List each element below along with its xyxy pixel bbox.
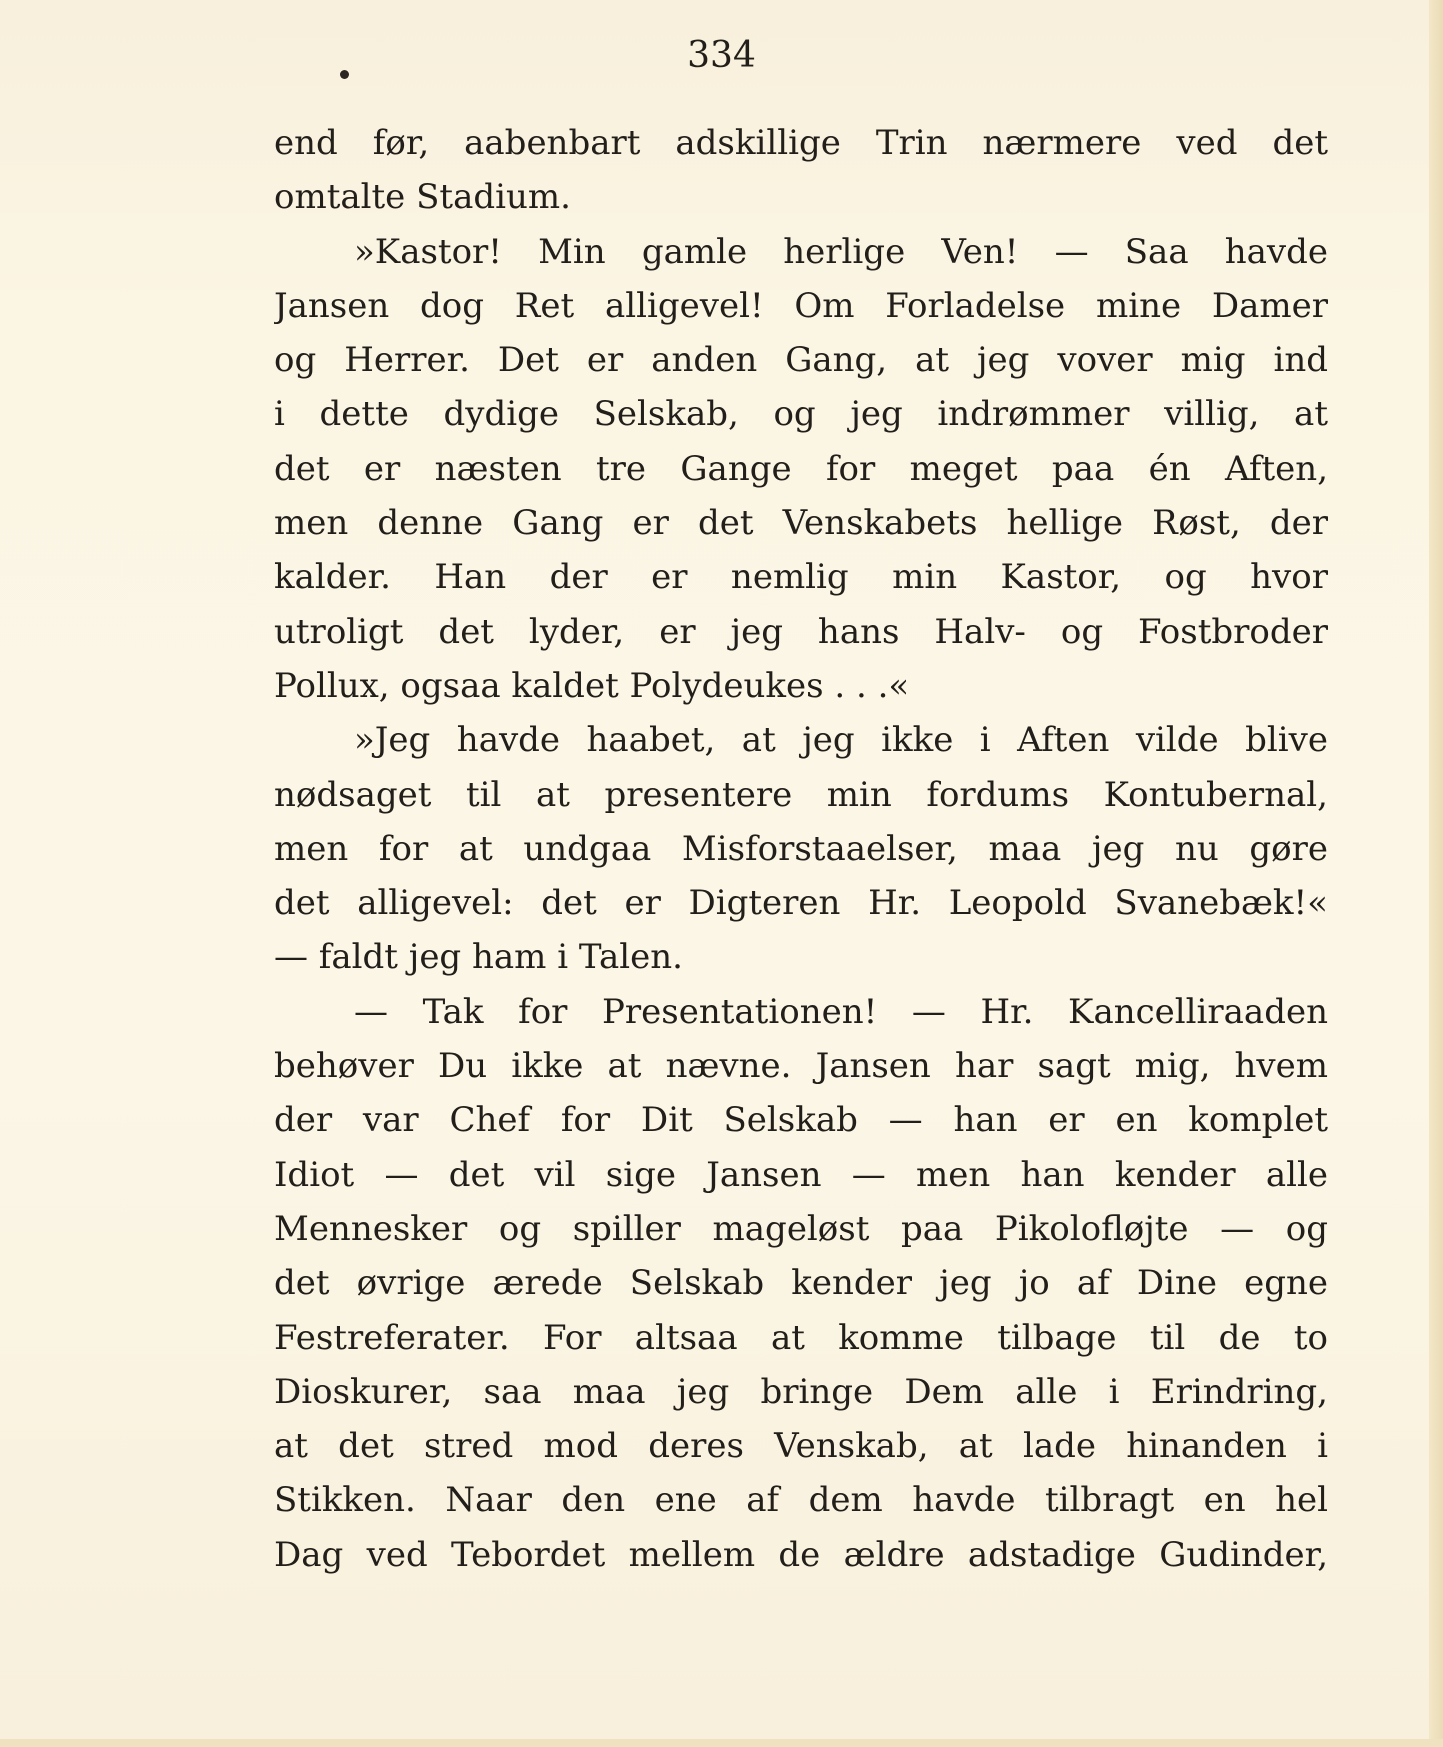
text-line: at det stred mod deres Venskab, at lade hinanden i [274, 1426, 1328, 1467]
text-line: »Jeg havde haabet, at jeg ikke i Aften vilde blive [354, 720, 1328, 761]
text-line: men for at undgaa Misforstaaelser, maa jeg nu gøre [274, 828, 1328, 869]
text-line: omtalte Stadium. [274, 177, 571, 218]
text-line: Mennesker og spiller mageløst paa Pikolofløjte — og [274, 1208, 1328, 1249]
text-line: Stikken. Naar den ene af dem havde tilbragt en hel [274, 1480, 1328, 1521]
text-line: Dag ved Tebordet mellem de ældre adstadige Gudinder, [274, 1534, 1328, 1575]
text-line: det øvrige ærede Selskab kender jeg jo af Dine egne [274, 1263, 1328, 1304]
text-line: der var Chef for Dit Selskab — han er en komplet [274, 1100, 1328, 1141]
text-line: — Tak for Presentationen! — Hr. Kancelliraaden [354, 991, 1328, 1032]
text-line: i dette dydige Selskab, og jeg indrømmer villig, at [274, 394, 1328, 435]
page-edge-shadow [1429, 0, 1443, 1747]
text-line: det alligevel: det er Digteren Hr. Leopold Svanebæk!« [274, 883, 1328, 924]
text-line: Jansen dog Ret alligevel! Om Forladelse mine Damer [274, 285, 1328, 326]
text-line: — faldt jeg ham i Talen. [274, 937, 683, 978]
page-number: 334 [687, 35, 756, 76]
text-line: nødsaget til at presentere min fordums Kontubernal, [274, 774, 1328, 815]
text-line: Dioskurer, saa maa jeg bringe Dem alle i Erindring, [274, 1371, 1328, 1412]
body-text [274, 116, 1328, 1582]
text-line: »Kastor! Min gamle herlige Ven! — Saa havde [354, 231, 1328, 272]
text-line: utroligt det lyder, er jeg hans Halv- og Fostbroder [274, 611, 1328, 652]
text-line: men denne Gang er det Venskabets hellige Røst, der [274, 503, 1328, 544]
text-line: behøver Du ikke at nævne. Jansen har sagt mig, hvem [274, 1046, 1328, 1087]
text-line: Pollux, ogsaa kaldet Polydeukes . . .« [274, 665, 910, 706]
text-line: og Herrer. Det er anden Gang, at jeg vover mig ind [274, 340, 1328, 381]
text-line: Festreferater. For altsaa at komme tilbage til de to [274, 1317, 1328, 1358]
text-line: kalder. Han der er nemlig min Kastor, og hvor [274, 557, 1328, 598]
text-line: Idiot — det vil sige Jansen — men han kender alle [274, 1154, 1328, 1195]
page-bottom-edge [0, 1739, 1443, 1747]
text-line: end før, aabenbart adskillige Trin nærmere ved det [274, 123, 1328, 163]
text-line: det er næsten tre Gange for meget paa én Aften, [274, 448, 1328, 489]
